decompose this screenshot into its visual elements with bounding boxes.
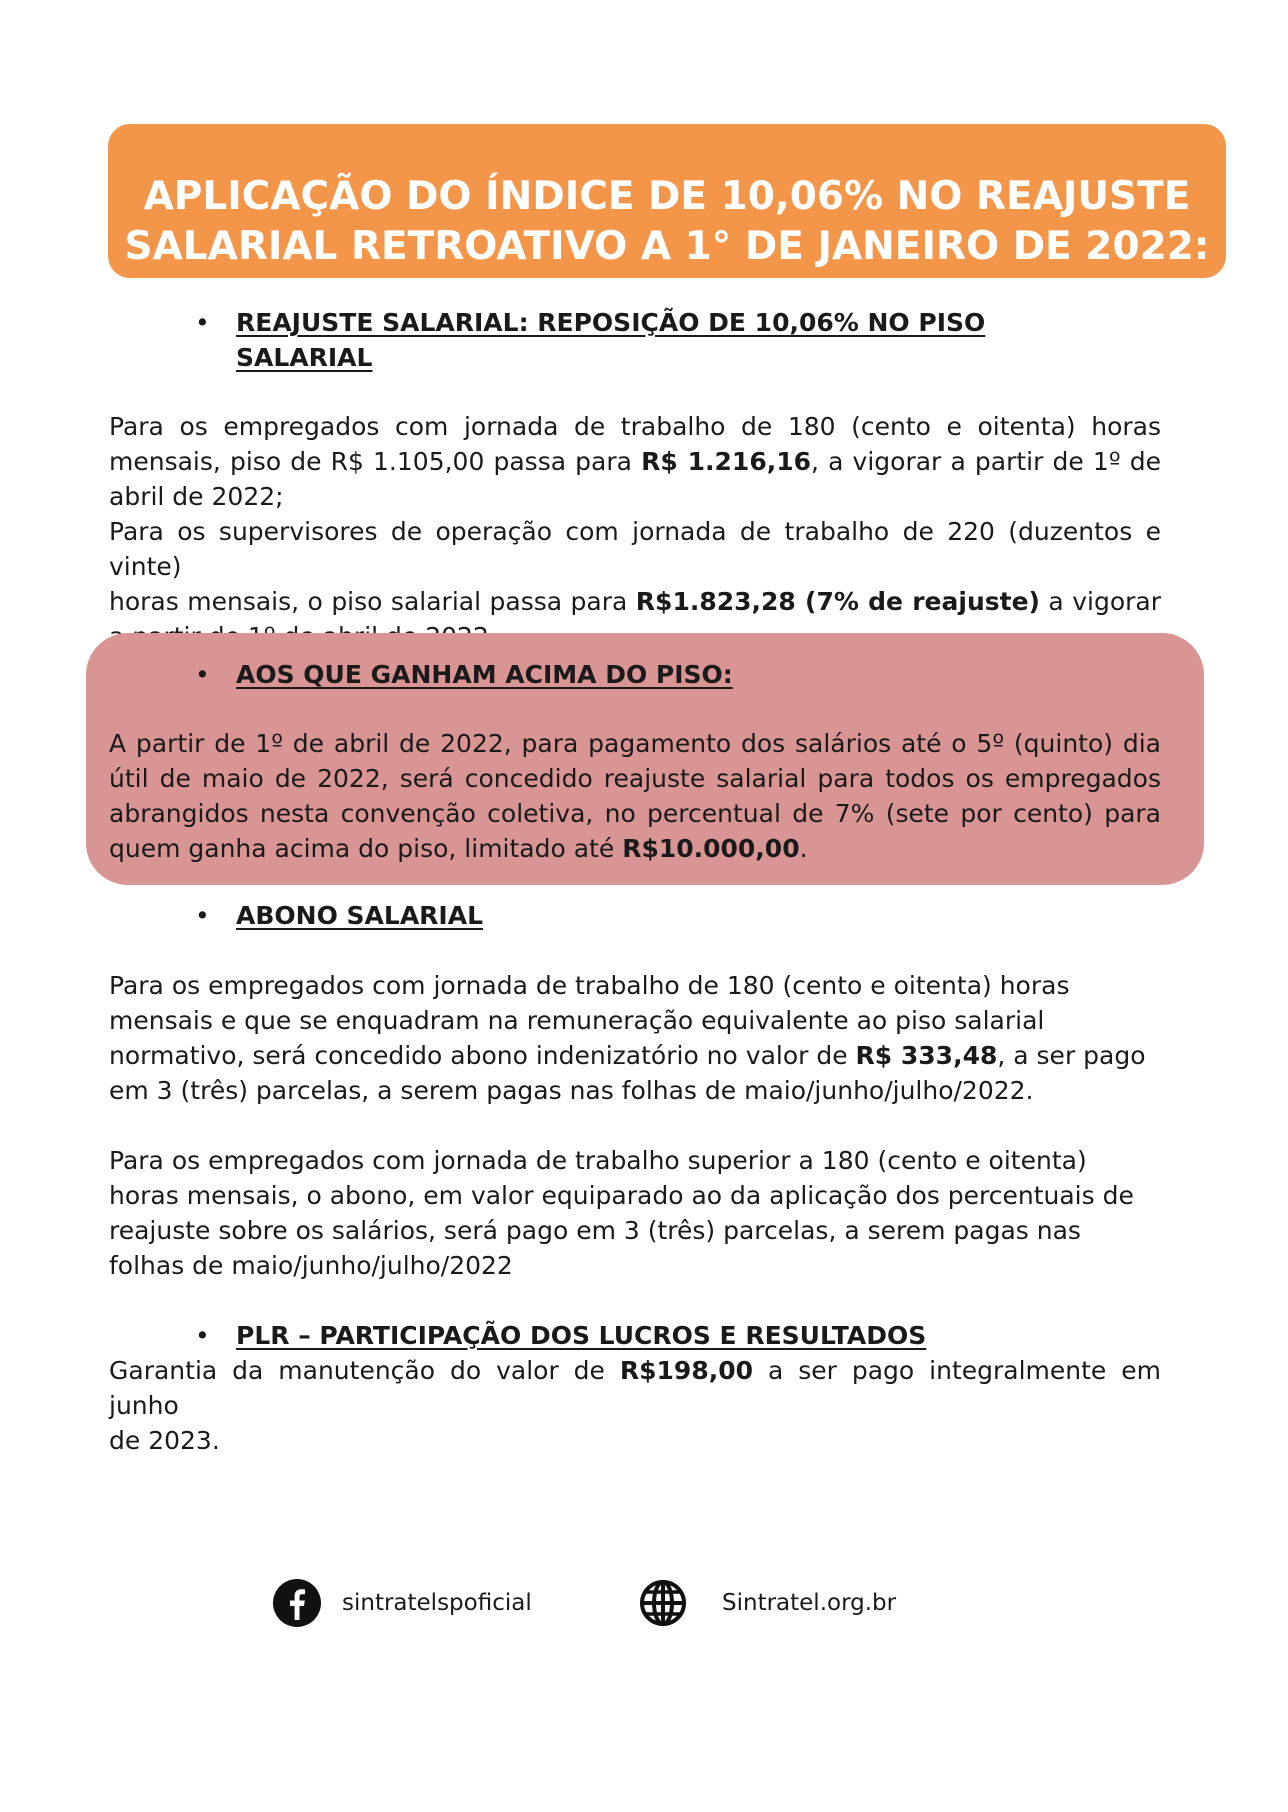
title-line-2: SALARIAL RETROATIVO A 1° DE JANEIRO DE 2022:	[124, 224, 1210, 269]
footer-website[interactable]	[638, 1576, 896, 1630]
limit-value: R$10.000,00	[622, 834, 800, 863]
facebook-icon	[272, 1578, 322, 1628]
text-line: mensais e que se enquadram na remuneração equivalente ao piso salarial	[109, 1006, 1045, 1035]
paragraph-plr	[109, 1353, 1161, 1458]
paragraph-abono-2	[109, 1143, 1161, 1283]
text-fragment: horas mensais, o piso salarial passa para	[109, 587, 636, 616]
abono-value: R$ 333,48	[855, 1041, 998, 1070]
text-fragment: mensais, piso de R$ 1.105,00 passa para	[109, 447, 642, 476]
paragraph-abono-1	[109, 968, 1161, 1108]
text-line: Para os empregados com jornada de trabalho de 180 (cento e oitenta) horas	[109, 412, 1161, 441]
text-line	[109, 584, 1161, 619]
globe-icon	[638, 1578, 688, 1628]
text-line: horas mensais, o abono, em valor equiparado ao da aplicação dos percentuais de	[109, 1181, 1134, 1210]
text-line	[109, 831, 1161, 866]
text-line: A partir de 1º de abril de 2022, para pagamento dos salários até o 5º (quinto) dia	[109, 729, 1161, 758]
text-line: reajuste sobre os salários, será pago em 3 (três) parcelas, a serem pagas nas	[109, 1216, 1081, 1245]
bullet-plr: •	[195, 1321, 210, 1350]
text-fragment: , a vigorar a partir de 1º de	[811, 447, 1161, 476]
heading-reajuste-line-1: REAJUSTE SALARIAL: REPOSIÇÃO DE 10,06% NO PISO	[236, 308, 986, 337]
text-fragment: normativo, será concedido abono indenizatório no valor de	[109, 1041, 856, 1070]
heading-acima-piso: AOS QUE GANHAM ACIMA DO PISO:	[236, 660, 733, 689]
facebook-label: sintratelspoficial	[342, 1590, 532, 1616]
text-fragment: quem ganha acima do piso, limitado até	[109, 834, 623, 863]
paragraph-reajuste-empregados	[109, 409, 1161, 514]
text-line: folhas de maio/junho/julho/2022	[109, 1251, 513, 1280]
heading-abono: ABONO SALARIAL	[236, 901, 483, 930]
text-line: Para os supervisores de operação com jornada de trabalho de 220 (duzentos e vinte)	[109, 517, 1161, 581]
text-fragment: a ser pago integralmente em junho	[109, 1356, 1161, 1420]
text-line: útil de maio de 2022, será concedido reajuste salarial para todos os empregados	[109, 764, 1161, 793]
website-label: Sintratel.org.br	[722, 1590, 897, 1616]
text-line: abrangidos nesta convenção coletiva, no percentual de 7% (sete por cento) para	[109, 799, 1161, 828]
text-line: abril de 2022;	[109, 482, 284, 511]
heading-reajuste-line-2: SALARIAL	[236, 343, 373, 372]
heading-reajuste	[236, 305, 985, 375]
plr-value: R$198,00	[619, 1356, 754, 1385]
heading-plr: PLR – PARTICIPAÇÃO DOS LUCROS E RESULTADOS	[236, 1321, 927, 1350]
bullet-abono: •	[195, 901, 210, 930]
footer-facebook[interactable]	[272, 1576, 532, 1630]
supervisor-piso-value: R$1.823,28 (7% de reajuste)	[635, 587, 1040, 616]
title-line-1: APLICAÇÃO DO ÍNDICE DE 10,06% NO REAJUSTE	[143, 174, 1191, 219]
text-fragment: a vigorar	[1039, 587, 1162, 616]
paragraph-acima-piso	[109, 726, 1161, 866]
bullet-reajuste: •	[195, 308, 210, 337]
text-line: de 2023.	[109, 1426, 220, 1455]
text-fragment: .	[799, 834, 808, 863]
text-line: em 3 (três) parcelas, a serem pagas nas folhas de maio/junho/julho/2022.	[109, 1076, 1034, 1105]
text-line: Para os empregados com jornada de trabalho de 180 (cento e oitenta) horas	[109, 971, 1070, 1000]
text-fragment: , a ser pago	[997, 1041, 1146, 1070]
text-line	[109, 444, 1161, 479]
text-line: Para os empregados com jornada de trabalho superior a 180 (cento e oitenta)	[109, 1146, 1087, 1175]
text-fragment: Garantia da manutenção do valor de	[109, 1356, 620, 1385]
page-title	[108, 172, 1226, 272]
text-line	[109, 1353, 1161, 1423]
bullet-acima-piso: •	[195, 660, 210, 689]
piso-value: R$ 1.216,16	[641, 447, 812, 476]
text-line	[109, 1038, 1161, 1073]
